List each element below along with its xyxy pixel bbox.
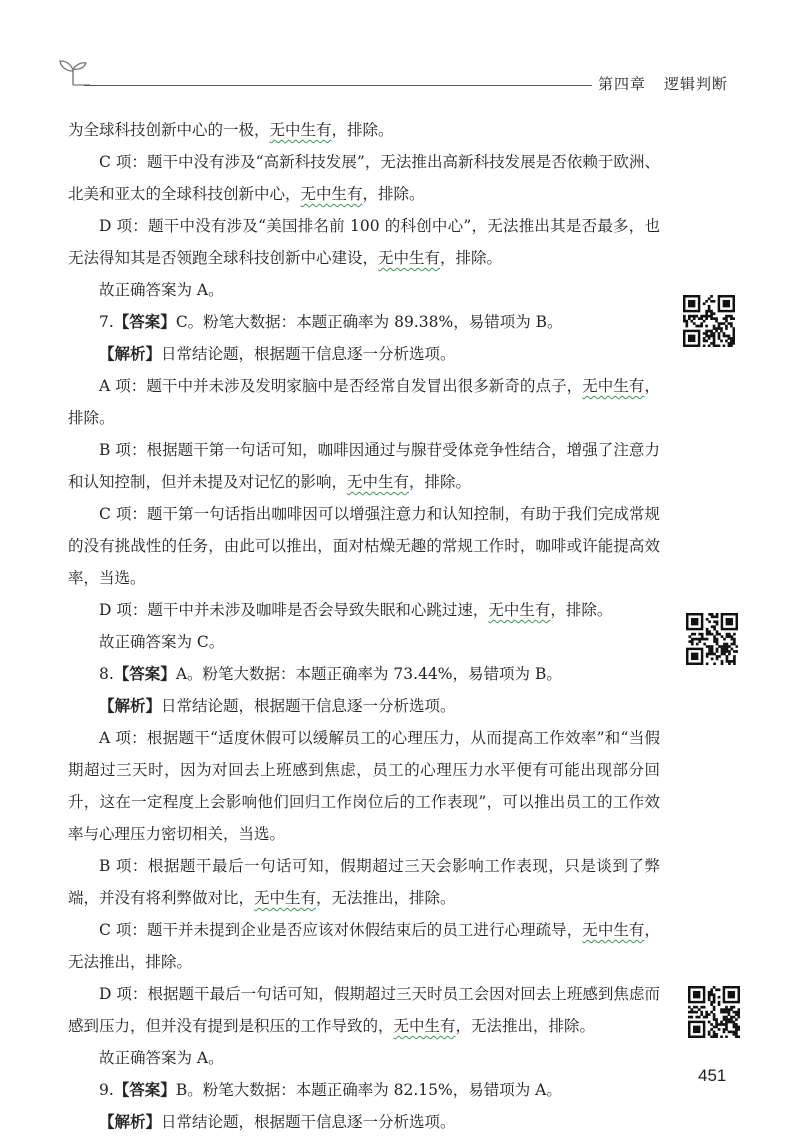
answer-tag: 【答案】 xyxy=(113,664,176,683)
qr-code-question-9[interactable] xyxy=(688,986,740,1038)
paragraph: 故正确答案为 A。 xyxy=(99,281,224,299)
paragraph: D 项：根据题干最后一句话可知，假期超过三天时员工会因对回去上班感到焦虑而感到压力，但并没有提到是积压的工作导致的，无中生有，无法推出，排除。 xyxy=(68,985,660,1035)
sprout-icon xyxy=(56,55,90,89)
paragraph: D 项：题干中并未涉及咖啡是否会导致失眠和心跳过速，无中生有，排除。 xyxy=(99,601,613,619)
paragraph: A 项：根据题干“适度休假可以缓解员工的心理压力，从而提高工作效率”和“当假期超过三天时，因为对回去上班感到焦虑，员工的心理压力水平便有可能出现部分回升，这在一定程度上会影响他们回归工作岗位后的工作表现”，可以推出员工的工作效率与心理压力密切相关，当选。 xyxy=(68,729,660,843)
header-rule xyxy=(84,85,592,86)
body-text xyxy=(68,114,660,1138)
paragraph: C 项：题干第一句话指出咖啡因可以增强注意力和认知控制，有助于我们完成常规的没有挑战性的任务，由此可以推出，面对枯燥无趣的常规工作时，咖啡或许能提高效率，当选。 xyxy=(68,505,660,587)
analysis-tag: 【解析】 xyxy=(99,696,162,715)
answer-line-9: 9.【答案】B。粉笔大数据：本题正确率为 82.15%，易错项为 A。 xyxy=(99,1080,562,1099)
paragraph: A 项：题干中并未涉及发明家脑中是否经常自发冒出很多新奇的点子，无中生有，排除。 xyxy=(68,377,660,427)
chapter-title: 逻辑判断 xyxy=(664,75,729,93)
page-header xyxy=(0,0,800,100)
wavy-underlined-phrase: 无中生有 xyxy=(393,1017,456,1035)
wavy-underlined-phrase: 无中生有 xyxy=(347,473,410,491)
qr-code-question-8[interactable] xyxy=(686,613,738,665)
paragraph: 故正确答案为 A。 xyxy=(99,1049,224,1067)
wavy-underlined-phrase: 无中生有 xyxy=(269,121,332,139)
page-number: 451 xyxy=(698,1066,727,1085)
paragraph: B 项：根据题干第一句话可知，咖啡因通过与腺苷受体竞争性结合，增强了注意力和认知控制，但并未提及对记忆的影响，无中生有，排除。 xyxy=(68,441,660,491)
qr-code-question-7[interactable] xyxy=(683,295,735,347)
answer-line-8: 8.【答案】A。粉笔大数据：本题正确率为 73.44%，易错项为 B。 xyxy=(99,664,562,683)
answer-tag: 【答案】 xyxy=(113,312,176,331)
answer-tag: 【答案】 xyxy=(113,1080,176,1099)
wavy-underlined-phrase: 无中生有 xyxy=(582,377,645,395)
wavy-underlined-phrase: 无中生有 xyxy=(488,601,551,619)
paragraph: C 项：题干中没有涉及“高新科技发展”，无法推出高新科技发展是否依赖于欧洲、北美和亚太的全球科技创新中心，无中生有，排除。 xyxy=(68,153,660,203)
answer-line-7: 7.【答案】C。粉笔大数据：本题正确率为 89.38%，易错项为 B。 xyxy=(99,312,563,331)
chapter-number: 第四章 xyxy=(598,75,647,93)
paragraph: B 项：根据题干最后一句话可知，假期超过三天会影响工作表现，只是谈到了弊端，并没有将利弊做对比，无中生有，无法推出，排除。 xyxy=(68,857,660,907)
paragraph: C 项：题干并未提到企业是否应该对休假结束后的员工进行心理疏导，无中生有，无法推出，排除。 xyxy=(68,921,660,971)
wavy-underlined-phrase: 无中生有 xyxy=(254,889,317,907)
paragraph: D 项：题干中没有涉及“美国排名前 100 的科创中心”，无法推出其是否最多，也无法得知其是否领跑全球科技创新中心建设，无中生有，排除。 xyxy=(68,217,660,267)
wavy-underlined-phrase: 无中生有 xyxy=(582,921,645,939)
analysis-line-9: 【解析】日常结论题，根据题干信息逐一分析选项。 xyxy=(99,1112,456,1131)
paragraph: 为全球科技创新中心的一极，无中生有，排除。 xyxy=(68,121,394,139)
wavy-underlined-phrase: 无中生有 xyxy=(378,249,441,267)
analysis-tag: 【解析】 xyxy=(99,344,162,363)
paragraph: 故正确答案为 C。 xyxy=(99,633,225,651)
wavy-underlined-phrase: 无中生有 xyxy=(300,185,363,203)
analysis-line-8: 【解析】日常结论题，根据题干信息逐一分析选项。 xyxy=(99,696,456,715)
analysis-line-7: 【解析】日常结论题，根据题干信息逐一分析选项。 xyxy=(99,344,456,363)
analysis-tag: 【解析】 xyxy=(99,1112,162,1131)
chapter-heading xyxy=(598,73,728,94)
